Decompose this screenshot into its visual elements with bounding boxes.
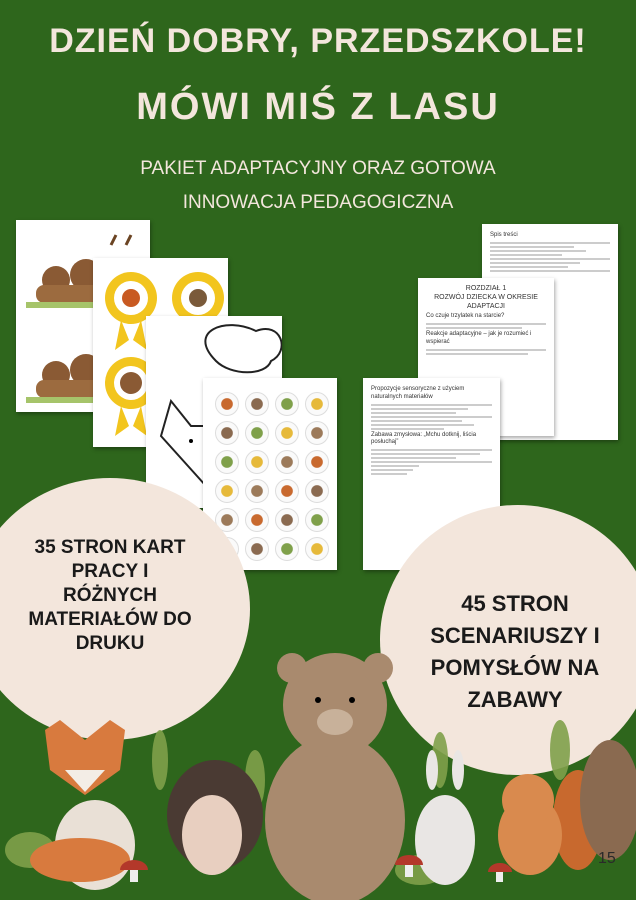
bear-illustration xyxy=(265,653,405,900)
hedgehog-illustration xyxy=(167,760,263,875)
sticker-circle xyxy=(245,537,269,561)
sticker-circle xyxy=(215,421,239,445)
title-line-2: MÓWI MIŚ Z LASU xyxy=(136,86,500,128)
sticker-circle xyxy=(245,479,269,503)
sticker-circle xyxy=(245,450,269,474)
sticker-circle xyxy=(215,479,239,503)
left-badge-line: PRACY I xyxy=(71,561,149,582)
chapter-heading-1: Co czuje trzylatek na starcie? xyxy=(426,313,505,320)
sticker-circle xyxy=(305,479,329,503)
sticker-circle xyxy=(305,421,329,445)
sticker-circle xyxy=(305,392,329,416)
chapter-title: ROZWÓJ DZIECKA W OKRESIE ADAPTACJI xyxy=(434,294,538,311)
sensory-title: Propozycje sensoryczne z użyciem naturalnych materiałów xyxy=(371,386,465,400)
sticker-circle xyxy=(245,421,269,445)
sticker-circle xyxy=(305,537,329,561)
sticker-circle xyxy=(245,508,269,532)
chapter-heading-2: Reakcje adaptacyjne – jak je rozumieć i wspierać xyxy=(426,331,532,345)
sticker-circle xyxy=(275,450,299,474)
right-badge-line: ZABAWY xyxy=(467,687,563,712)
sticker-circle xyxy=(275,392,299,416)
right-badge-line: 45 STRON xyxy=(461,591,569,616)
forest-animals-scene xyxy=(0,650,636,900)
chapter-label: ROZDZIAŁ 1 xyxy=(465,285,507,292)
sticker-circle xyxy=(275,537,299,561)
sticker-circle xyxy=(305,508,329,532)
sticker-circle xyxy=(215,392,239,416)
right-badge-line: POMYSŁÓW NA xyxy=(430,655,600,680)
sticker-circle xyxy=(275,479,299,503)
left-badge-line: MATERIAŁÓW DO xyxy=(28,609,192,630)
sensory-game: Zabawa zmysłowa: „Mchu dotknij, liścia posłuchaj” xyxy=(371,431,477,446)
sticker-circle xyxy=(215,450,239,474)
left-badge-line: RÓŻNYCH xyxy=(63,585,157,606)
sticker-circle xyxy=(305,450,329,474)
title-line-1: DZIEŃ DOBRY, PRZEDSZKOLE! xyxy=(49,22,587,60)
page-number: 15 xyxy=(598,850,616,867)
toc-title: Spis treści xyxy=(490,232,518,238)
sticker-circle xyxy=(275,508,299,532)
right-badge-line: SCENARIUSZY I xyxy=(430,623,600,648)
left-badge-line: DRUKU xyxy=(75,633,145,654)
subtitle-line-2: INNOWACJA PEDAGOGICZNA xyxy=(182,192,454,213)
sticker-circle xyxy=(245,392,269,416)
left-badge-line: 35 STRON KART xyxy=(34,537,186,558)
sticker-circle xyxy=(275,421,299,445)
left-badge-text xyxy=(12,536,208,656)
fox-illustration xyxy=(30,720,135,890)
subtitle-line-1: PAKIET ADAPTACYJNY ORAZ GOTOWA xyxy=(140,158,496,179)
